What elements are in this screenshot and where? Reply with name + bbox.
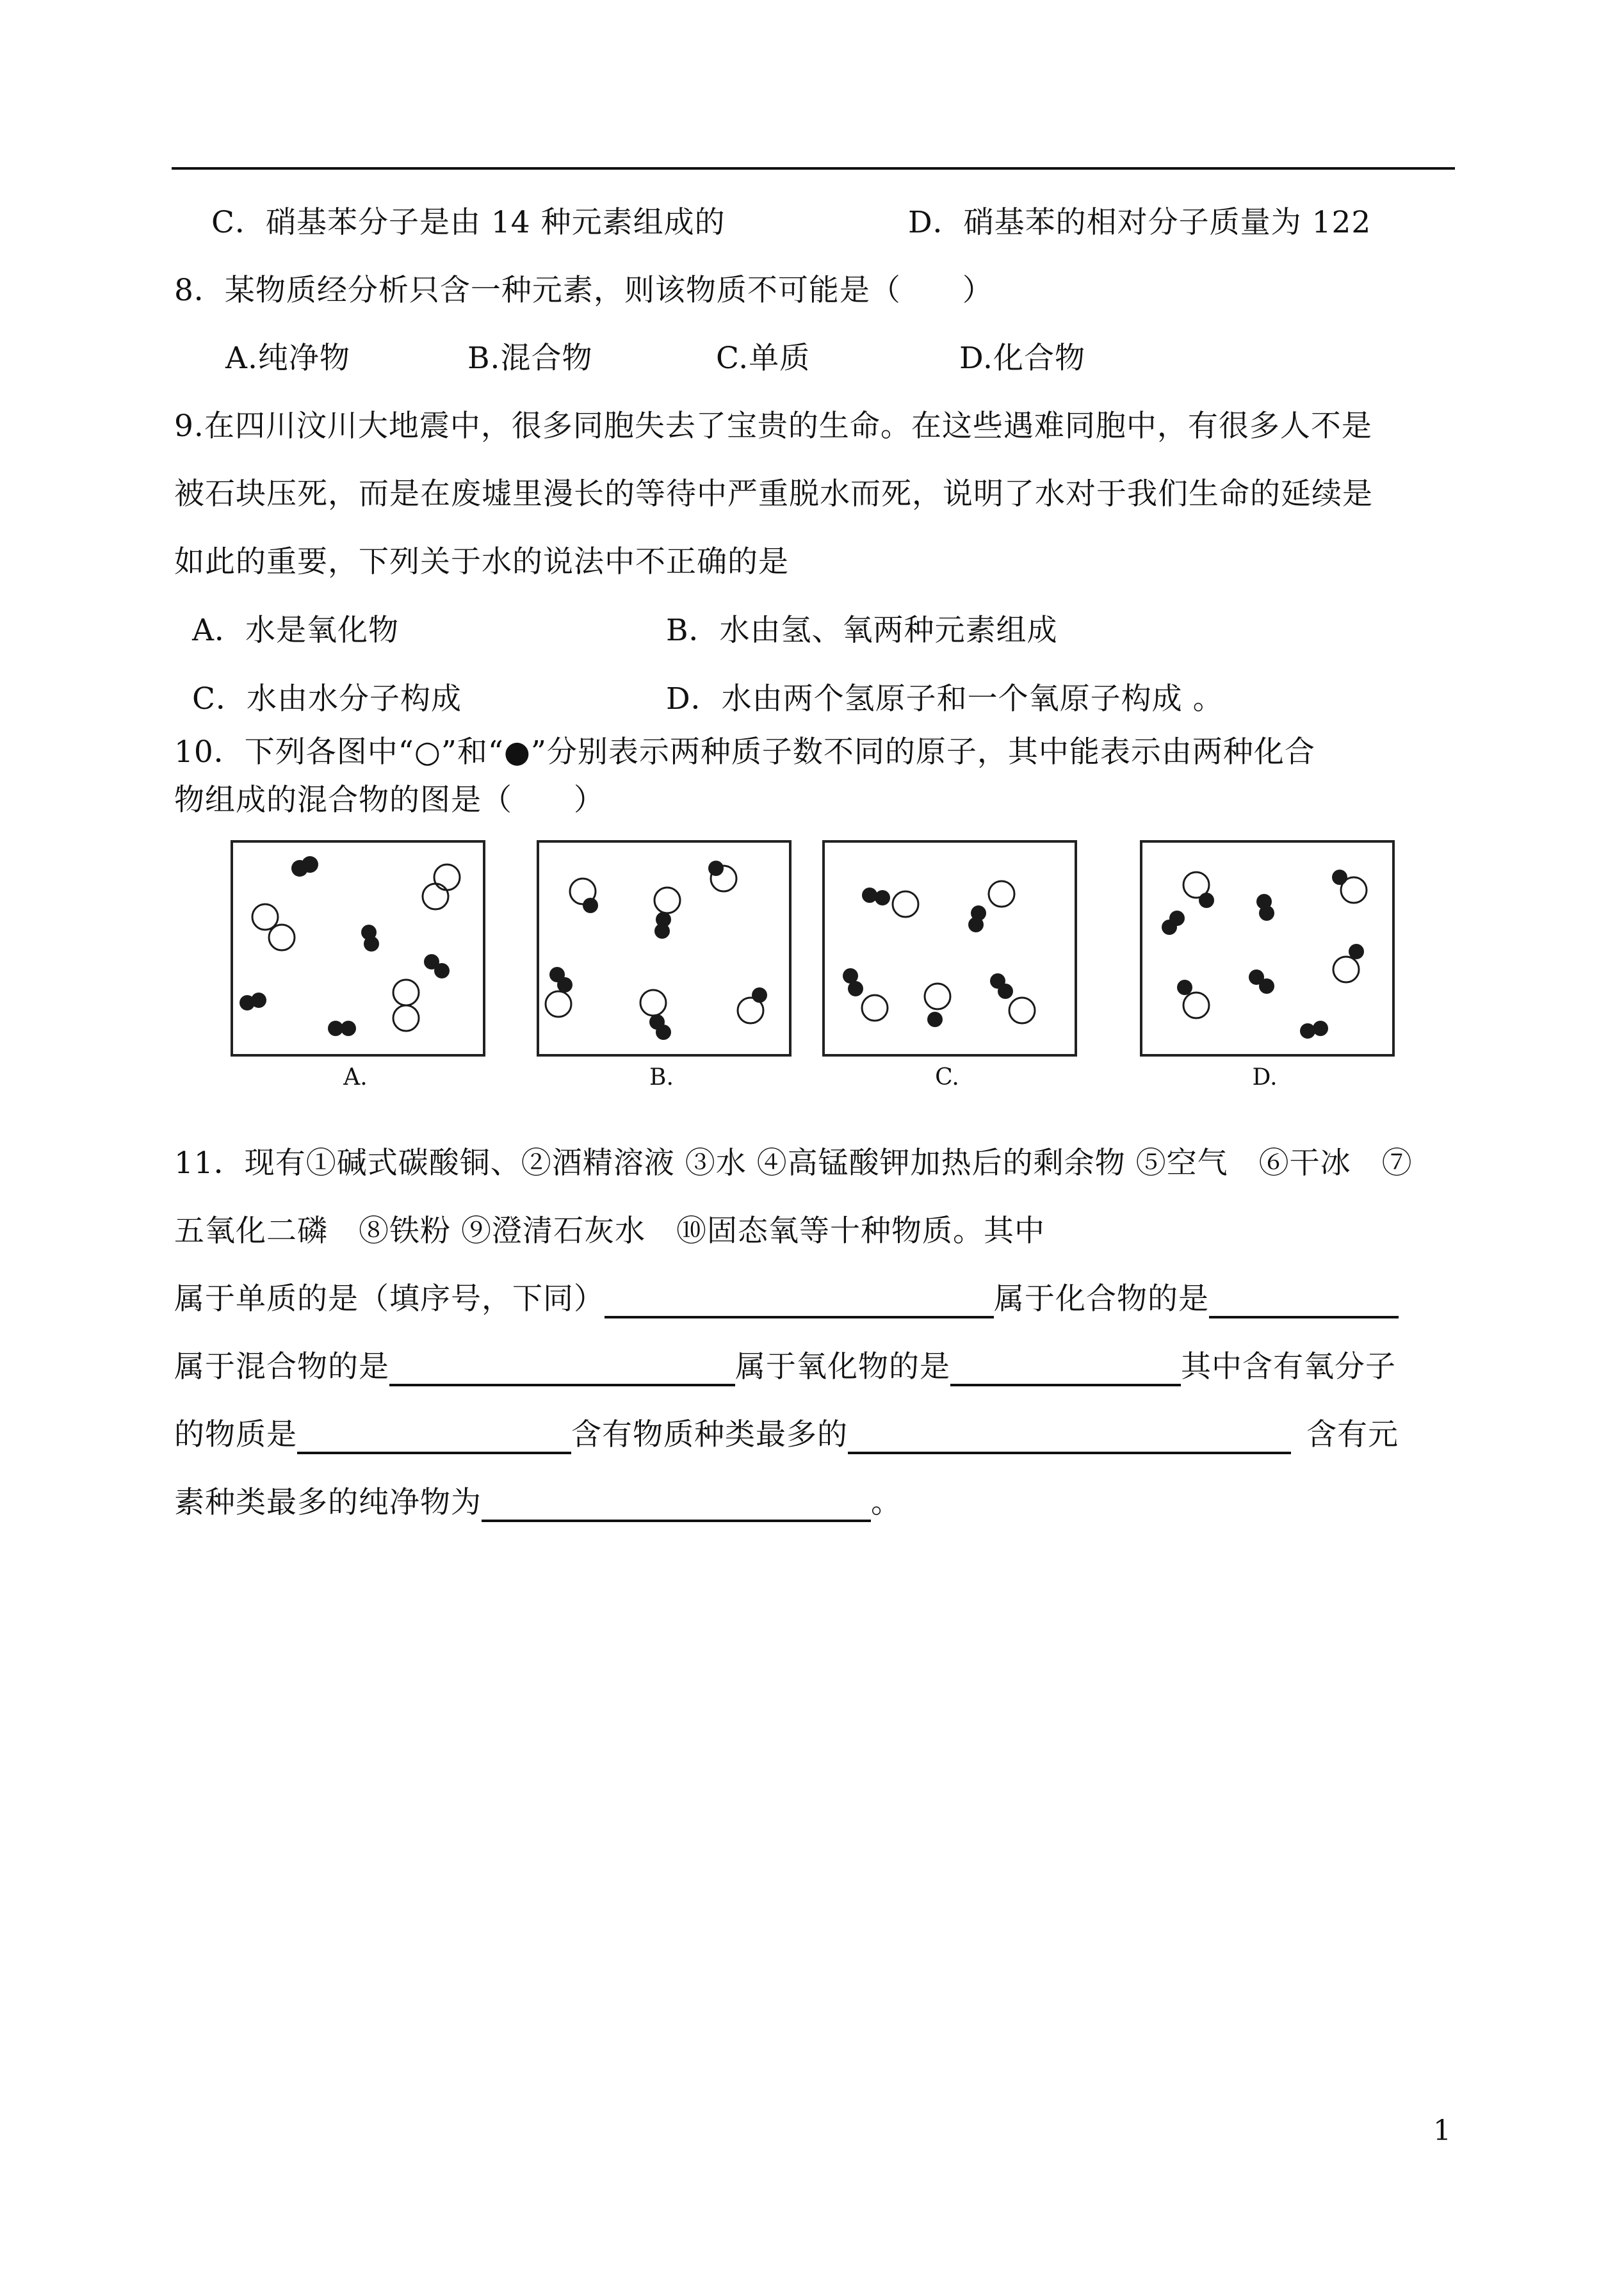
q9-option-b: B．水由氢、氧两种元素组成 — [666, 613, 1058, 648]
q11-prompt-contains: 含有元 — [1306, 1417, 1399, 1452]
q10-stem-line2: 物组成的混合物的图是（ ） — [174, 783, 605, 818]
q11-prompt-most-substances: 含有物质种类最多的 — [571, 1417, 848, 1452]
q9-stem-line1: 9.在四川汶川大地震中，很多同胞失去了宝贵的生命。在这些遇难同胞中，有很多人不是 — [174, 409, 1372, 444]
q11-prompt-oxides: 属于氧化物的是 — [735, 1349, 950, 1384]
q7-option-c: C．硝基苯分子是由 14 种元素组成的 — [211, 205, 726, 240]
figure-panel-a — [231, 840, 485, 1057]
figure-panel-c — [822, 840, 1077, 1057]
figure-panel-d — [1140, 840, 1395, 1057]
q11-prompt-compounds: 属于化合物的是 — [994, 1281, 1209, 1317]
q11-fill-row4 — [174, 1484, 902, 1522]
q11-prompt-mixtures: 属于混合物的是 — [174, 1349, 389, 1384]
header-rule — [172, 167, 1455, 170]
answer-blank-most-elements[interactable] — [482, 1488, 871, 1522]
figure-label-c: C. — [935, 1064, 959, 1091]
answer-blank-oxygen-molecules[interactable] — [297, 1420, 571, 1454]
q11-fill-row1 — [174, 1280, 1399, 1318]
panel-a-atoms — [233, 843, 483, 1054]
panel-b-atoms — [539, 843, 789, 1054]
q11-prompt-most-elements: 素种类最多的纯净物为 — [174, 1485, 482, 1520]
q8-option-c: C.单质 — [716, 341, 811, 376]
figure-label-d: D. — [1252, 1064, 1278, 1091]
molecule-figures — [231, 840, 1402, 1103]
q8-option-d: D.化合物 — [959, 341, 1085, 376]
q11-prompt-elements: 属于单质的是（填序号，下同） — [174, 1281, 605, 1317]
figure-label-a: A. — [343, 1064, 368, 1091]
q11-stem-line2: 五氧化二磷 ⑧铁粉 ⑨澄清石灰水 ⑩固态氧等十种物质。其中 — [174, 1213, 1045, 1249]
figure-label-b: B. — [649, 1064, 674, 1091]
answer-blank-mixtures[interactable] — [389, 1352, 735, 1386]
q11-period: 。 — [871, 1485, 902, 1520]
panel-c-atoms — [825, 843, 1075, 1054]
q9-option-d: D．水由两个氢原子和一个氧原子构成 。 — [666, 681, 1224, 717]
q11-prompt-substances: 的物质是 — [174, 1417, 297, 1452]
answer-blank-most-substances[interactable] — [848, 1420, 1291, 1454]
q8-stem: 8．某物质经分析只含一种元素，则该物质不可能是（ ） — [174, 273, 993, 308]
answer-blank-compounds[interactable] — [1209, 1284, 1399, 1318]
q11-prompt-oxygen-molecules: 其中含有氧分子 — [1181, 1349, 1396, 1384]
q8-option-a: A.纯净物 — [225, 341, 350, 376]
panel-d-atoms — [1142, 843, 1392, 1054]
q10-stem-line1: 10．下列各图中“○”和“●”分别表示两种质子数不同的原子，其中能表示由两种化合 — [174, 734, 1315, 770]
answer-blank-oxides[interactable] — [950, 1352, 1181, 1386]
q9-stem-line3: 如此的重要，下列关于水的说法中不正确的是 — [174, 544, 789, 580]
q11-stem-line1: 11．现有①碱式碳酸铜、②酒精溶液 ③水 ④高锰酸钾加热后的剩余物 ⑤空气 ⑥干冰 ⑦ — [174, 1146, 1413, 1181]
q9-option-a: A．水是氧化物 — [192, 613, 399, 648]
q11-fill-row2 — [174, 1348, 1396, 1386]
page-number: 1 — [1433, 2114, 1451, 2147]
q9-option-c: C．水由水分子构成 — [192, 681, 462, 717]
answer-blank-elements[interactable] — [605, 1284, 994, 1318]
q8-option-b: B.混合物 — [467, 341, 593, 376]
figure-panel-b — [537, 840, 792, 1057]
q11-fill-row3 — [174, 1416, 1399, 1454]
q9-stem-line2: 被石块压死，而是在废墟里漫长的等待中严重脱水而死，说明了水对于我们生命的延续是 — [174, 476, 1373, 512]
q7-option-d: D．硝基苯的相对分子质量为 122 — [908, 205, 1372, 240]
